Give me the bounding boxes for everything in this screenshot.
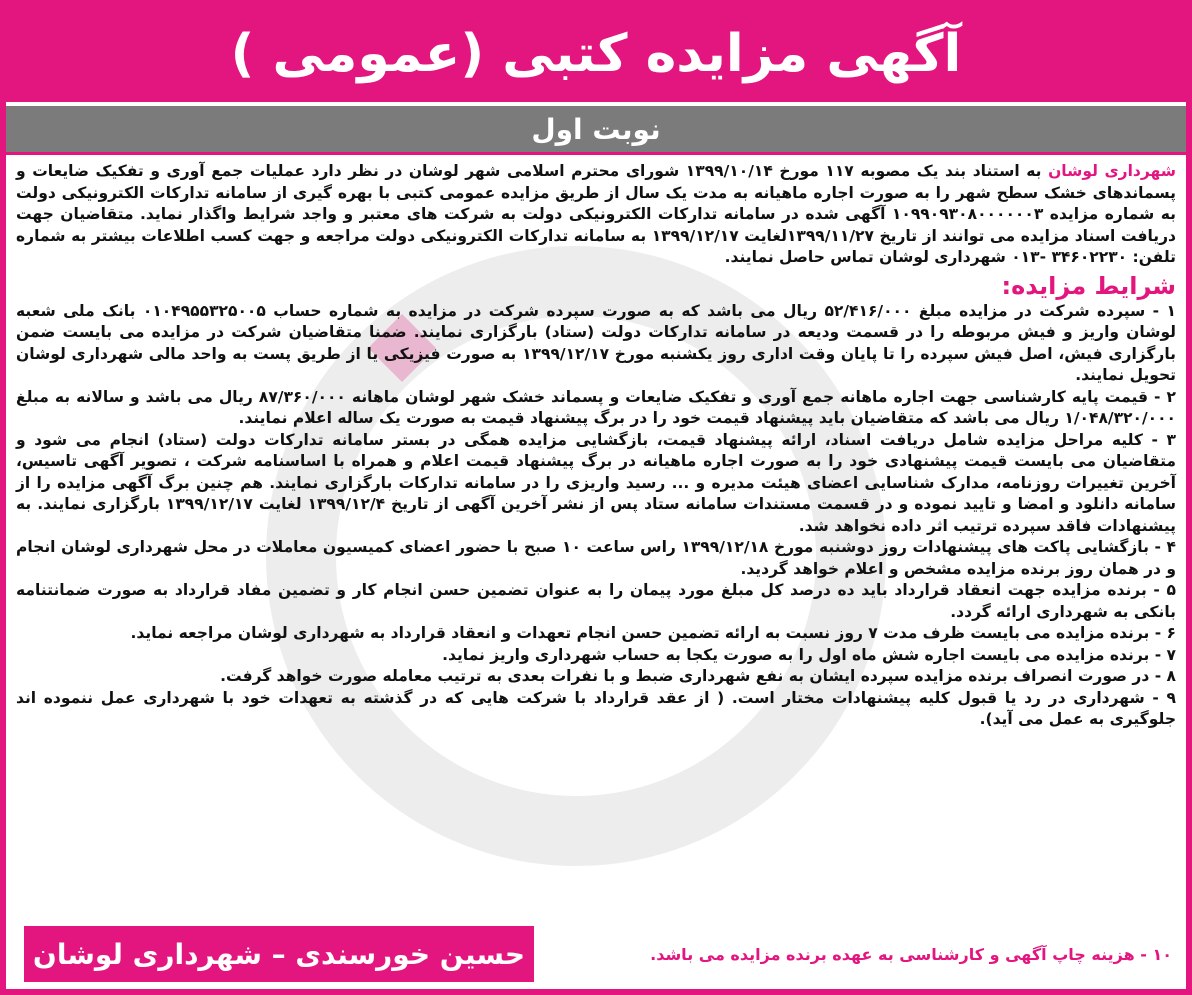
condition-item-10: ۱۰ - هزینه چاپ آگهی و کارشناسی به عهده برنده مزایده می باشد.: [650, 944, 1172, 964]
condition-item: ۶ - برنده مزایده می بایست ظرف مدت ۷ روز نسبت به ارائه تضمین حسن انجام تعهدات و انعقاد قرارداد به شهرداری لوشان مراجعه نماید.: [130, 624, 1176, 642]
notice-title: آگهی مزایده کتبی (عمومی ): [6, 6, 1186, 102]
condition-item: ۲ - قیمت پایه کارشناسی جهت اجاره ماهانه جمع آوری و تفکیک ضایعات و پسماند خشک شهر لوشان ماهانه ۸۷/۳۶۰/۰۰۰ ریال می باشد و سالانه به مبلغ ۱/۰۴۸/۳۲۰/۰۰۰ ریال می باشد که متقاضیان باید پیشنهاد قیمت خود را در برگ پیشنهاد قیمت به صورت یک ساله اعلام نمایند.: [16, 387, 1176, 427]
condition-item: ۳ - کلیه مراحل مزایده شامل دریافت اسناد، ارائه پیشنهاد قیمت، بازگشایی مزایده همگی در بستر سامانه تدارکات دولت (ستاد) انجام می شود و متقاضیان می بایست قیمت پیشنهادی خود را به صورت اجاره ماهیانه در برگ پیشنهاد قیمت اعلام و همراه با اساسنامه شرکت ، تصویر آگهی تاسیس، آخرین تغییرات روزنامه، مدارک شناسایی اعضای هیئت مدیره و ... رسید واریزی را در سامانه تدارکات بارگزاری نمایند. هم چنین برگ آگهی مزایده را از سامانه دانلود و امضا و تایید نموده و در قسمت مستندات سامانه ستاد پس از نشر آخرین آگهی از تاریخ ۱۳۹۹/۱۲/۴ لغایت ۱۳۹۹/۱۲/۱۷ بارگزاری نمایند. به پیشنهادات فاقد سپرده ترتیب اثر داده نخواهد شد.: [16, 430, 1177, 535]
round-label: نوبت اول: [6, 106, 1186, 155]
condition-item: ۵ - برنده مزایده جهت انعقاد قرارداد باید ده درصد کل مبلغ مورد پیمان را به عنوان تضمین حسن انجام کار و تضمین مفاد قرارداد به صورت ضمانتنامه بانکی به شهرداری ارائه گردد.: [16, 581, 1176, 621]
municipality-name: شهرداری لوشان: [1048, 162, 1176, 180]
conditions-title: شرایط مزایده:: [1001, 271, 1176, 300]
intro-paragraph: [16, 161, 1176, 269]
condition-item: ۴ - بازگشایی پاکت های پیشنهادات روز دوشنبه مورخ ۱۳۹۹/۱۲/۱۸ راس ساعت ۱۰ صبح با حضور اعضای کمیسیون معاملات در محل شهرداری لوشان انجام و در همان روز برنده مزایده مشخص و اعلام خواهد گردید.: [16, 538, 1176, 578]
notice-body: [6, 155, 1186, 731]
condition-item: ۱ - سپرده شرکت در مزایده مبلغ ۵۲/۴۱۶/۰۰۰ ریال می باشد که به صورت سپرده شرکت در مزایده به شماره حساب ۰۱۰۴۹۵۵۳۲۵۰۰۵ بانک ملی شعبه لوشان واریز و فیش مربوطه را در قسمت ودیعه در سامانه تدارکات دولت (ستاد) بارگزاری نمایند. ضمنا متقاضیان شرکت در مزایده می بایست ضمن بارگزاری فیش، اصل فیش سپرده را تا پایان وقت اداری روز یکشنبه مورخ ۱۳۹۹/۱۲/۱۷ به صورت فیزیکی یا از طریق پست به واحد مالی شهرداری لوشان تحویل نمایند.: [16, 301, 1176, 384]
intro-text: به استناد بند یک مصوبه ۱۱۷ مورخ ۱۳۹۹/۱۰/۱۴ شورای محترم اسلامی شهر لوشان در نظر دارد عملیات جمع آوری و تفکیک ضایعات و پسماندهای خشک سطح شهر را به صورت اجاره ماهیانه به مدت یک سال از طریق مزایده عمومی کتبی با بهره گیری از سامانه تدارکات الکترونیکی دولت به شماره مزایده ۱۰۹۹۰۹۳۰۸۰۰۰۰۰۰۳ آگهی شده در سامانه تدارکات الکترونیکی دولت به شرکت های معتبر و واجد شرایط واگذار نماید. متقاضیان جهت دریافت اسناد مزایده می توانند از تاریخ ۱۳۹۹/۱۱/۲۷لغایت ۱۳۹۹/۱۲/۱۷ به سامانه تدارکات الکترونیکی دولت مراجعه و جهت کسب اطلاعات بیشتر به شماره تلفن: ۳۴۶۰۲۲۳۰ -۰۱۳ شهرداری لوشان تماس حاصل نمایند.: [16, 162, 1176, 266]
condition-item: ۹ - شهرداری در رد یا قبول کلیه پیشنهادات مختار است. ( از عقد قرارداد با شرکت هایی که در گذشته به تعهدات خود با شهرداری عمل ننموده اند جلوگیری به عمل می آید).: [16, 688, 1176, 728]
signature-box: حسین خورسندی – شهرداری لوشان: [24, 926, 534, 982]
condition-item: ۸ - در صورت انصراف برنده مزایده سپرده ایشان به نفع شهرداری ضبط و با نفرات بعدی به ترتیب معامله صورت خواهد گرفت.: [220, 667, 1176, 685]
condition-item: ۷ - برنده مزایده می بایست اجاره شش ماه اول را به صورت یکجا به حساب شهرداری واریز نماید.: [442, 645, 1176, 664]
footer: [12, 925, 1180, 983]
